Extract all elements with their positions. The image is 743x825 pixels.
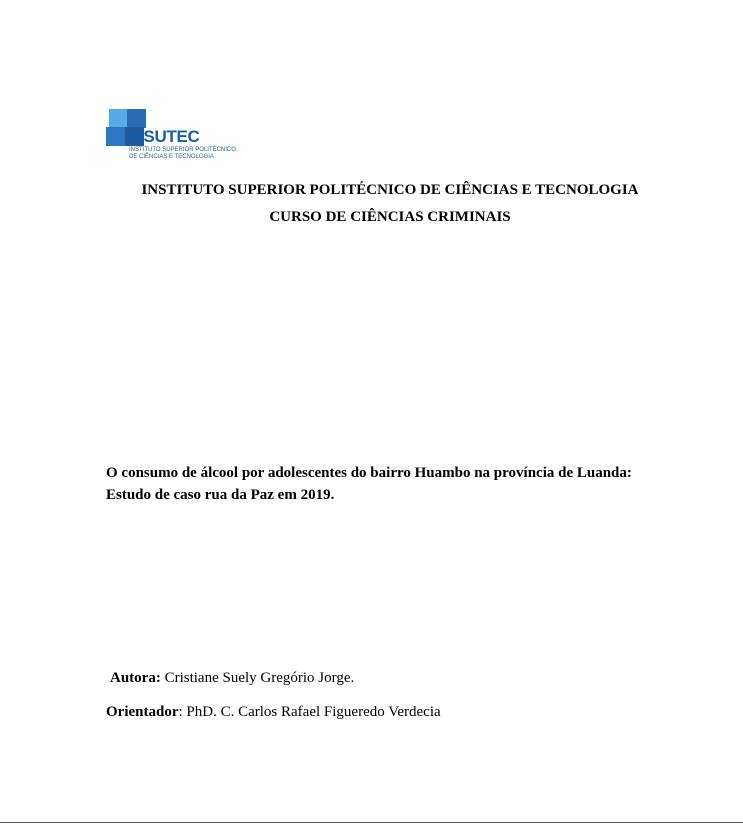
- course-name: CURSO DE CIÊNCIAS CRIMINAIS: [269, 209, 511, 225]
- institution-name: INSTITUTO SUPERIOR POLITÉCNICO DE CIÊNCIAS E TECNOLOGIA: [141, 182, 639, 198]
- logo-subtitle: [129, 147, 236, 160]
- author-name: Cristiane Suely Gregório Jorge.: [160, 670, 355, 686]
- page-bottom-divider: [0, 822, 743, 823]
- insutec-logo: [106, 107, 236, 163]
- advisor-name: : PhD. C. Carlos Rafael Figueredo Verdecia: [178, 704, 441, 720]
- logo-wordmark: INSUTEC: [127, 127, 200, 146]
- logo-subtitle-line-1: INSTITUTO SUPERIOR POLITÉCNICO: [129, 147, 236, 153]
- thesis-title-line-2: Estudo de caso rua da Paz em 2019.: [106, 487, 335, 503]
- author-line: [110, 669, 354, 687]
- thesis-title: [106, 462, 647, 506]
- logo-square-bottom-left: [106, 127, 125, 146]
- thesis-title-line-1: O consumo de álcool por adolescentes do bairro Huambo na província de Luanda:: [106, 465, 632, 481]
- logo-square-top-right: [127, 109, 146, 128]
- author-label: Autora:: [110, 670, 161, 686]
- logo-subtitle-line-2: DE CIÊNCIAS E TECNOLOGIA: [129, 153, 214, 160]
- logo-square-top-left: [109, 109, 128, 128]
- advisor-line: [106, 703, 441, 721]
- advisor-label: Orientador: [106, 704, 179, 720]
